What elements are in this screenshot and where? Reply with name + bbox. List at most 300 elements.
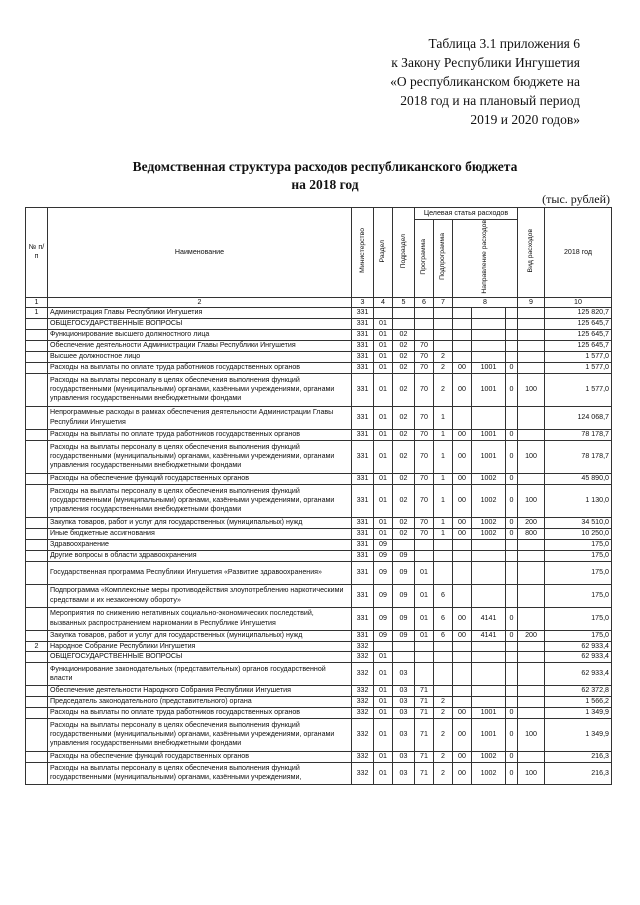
row-direction-code xyxy=(472,340,506,351)
row-direction-part xyxy=(453,340,472,351)
row-subsection: 03 xyxy=(393,707,415,718)
row-expense-type xyxy=(518,651,545,662)
row-section: 01 xyxy=(374,318,393,329)
row-name: Расходы на выплаты персоналу в целях обеспечения выполнения функций государственными (муниципальными) органами, казёнными учреждениями, органами управления государственными внебюджетными фондами xyxy=(48,484,352,517)
row-section: 09 xyxy=(374,584,393,607)
row-amount: 175,0 xyxy=(545,607,612,630)
row-direction-part xyxy=(453,696,472,707)
row-expense-type xyxy=(518,607,545,630)
row-direction-code xyxy=(472,550,506,561)
row-direction-part xyxy=(453,561,472,584)
row-direction-suffix: 0 xyxy=(506,762,518,784)
table-row xyxy=(26,718,612,751)
row-subprogram xyxy=(434,340,453,351)
row-name: Председатель законодательного (представительного) органа xyxy=(48,696,352,707)
row-direction-code: 1001 xyxy=(472,373,506,406)
row-name: Функционирование высшего должностного лица xyxy=(48,329,352,340)
row-amount: 125 645,7 xyxy=(545,329,612,340)
table-row xyxy=(26,685,612,696)
row-subsection: 02 xyxy=(393,329,415,340)
row-number xyxy=(26,696,48,707)
row-section: 01 xyxy=(374,329,393,340)
row-program: 71 xyxy=(415,685,434,696)
row-amount: 62 933,4 xyxy=(545,662,612,685)
heading-line-1: Таблица 3.1 приложения 6 xyxy=(428,36,580,51)
row-subprogram: 6 xyxy=(434,584,453,607)
row-subprogram xyxy=(434,641,453,651)
row-expense-type xyxy=(518,550,545,561)
row-name: Закупка товаров, работ и услуг для государственных (муниципальных) нужд xyxy=(48,517,352,528)
table-row xyxy=(26,406,612,429)
row-program xyxy=(415,641,434,651)
row-direction-code: 4141 xyxy=(472,630,506,641)
row-name: Народное Собрание Республики Ингушетия xyxy=(48,641,352,651)
table-row xyxy=(26,630,612,641)
row-number xyxy=(26,751,48,762)
table-row xyxy=(26,662,612,685)
row-name: Мероприятия по снижению негативных социально-экономических последствий, вызванных распространением наркомании в Республике Ингушетия xyxy=(48,607,352,630)
header-direction: Направление расходов xyxy=(453,220,518,298)
header-ministry: Министерство xyxy=(352,208,374,298)
row-subsection: 09 xyxy=(393,550,415,561)
row-program xyxy=(415,539,434,550)
row-ministry: 331 xyxy=(352,340,374,351)
row-number xyxy=(26,329,48,340)
row-program xyxy=(415,651,434,662)
row-direction-part xyxy=(453,662,472,685)
row-direction-part xyxy=(453,550,472,561)
header-expense-type: Вид расходов xyxy=(518,208,545,298)
row-section: 01 xyxy=(374,440,393,473)
row-direction-part xyxy=(453,318,472,329)
row-subprogram xyxy=(434,651,453,662)
row-program xyxy=(415,329,434,340)
row-section: 01 xyxy=(374,406,393,429)
row-subprogram: 2 xyxy=(434,718,453,751)
row-direction-suffix: 0 xyxy=(506,718,518,751)
column-number: 9 xyxy=(518,297,545,307)
row-direction-code xyxy=(472,651,506,662)
table-row xyxy=(26,528,612,539)
row-ministry: 332 xyxy=(352,696,374,707)
row-direction-suffix: 0 xyxy=(506,373,518,406)
table-row xyxy=(26,429,612,440)
heading-line-3: «О республиканском бюджете на xyxy=(390,74,580,89)
row-name: Обеспечение деятельности Народного Собрания Республики Ингушетия xyxy=(48,685,352,696)
row-program: 70 xyxy=(415,473,434,484)
row-subprogram: 2 xyxy=(434,351,453,362)
row-program: 70 xyxy=(415,440,434,473)
row-name: Расходы на выплаты персоналу в целях обеспечения выполнения функций государственными (муниципальными) органами, казёнными учреждениями, органами управления государственными внебюджетными фондами xyxy=(48,440,352,473)
table-row xyxy=(26,561,612,584)
row-name: Расходы на обеспечение функций государственных органов xyxy=(48,751,352,762)
row-expense-type: 200 xyxy=(518,630,545,641)
row-subprogram: 1 xyxy=(434,440,453,473)
row-section: 01 xyxy=(374,362,393,373)
row-program xyxy=(415,318,434,329)
row-section: 01 xyxy=(374,484,393,517)
column-number: 7 xyxy=(434,297,453,307)
row-direction-suffix xyxy=(506,584,518,607)
row-program: 70 xyxy=(415,484,434,517)
row-direction-code: 1001 xyxy=(472,362,506,373)
row-program: 70 xyxy=(415,528,434,539)
row-subprogram xyxy=(434,550,453,561)
row-direction-suffix xyxy=(506,329,518,340)
row-section: 09 xyxy=(374,550,393,561)
row-direction-code xyxy=(472,696,506,707)
row-amount: 1 130,0 xyxy=(545,484,612,517)
heading-line-4: 2018 год и на плановый период xyxy=(400,93,580,108)
row-subprogram: 1 xyxy=(434,484,453,517)
row-direction-code: 1002 xyxy=(472,484,506,517)
row-amount: 175,0 xyxy=(545,550,612,561)
row-subsection: 03 xyxy=(393,751,415,762)
row-direction-code: 1002 xyxy=(472,762,506,784)
row-ministry: 331 xyxy=(352,484,374,517)
row-amount: 175,0 xyxy=(545,630,612,641)
row-expense-type xyxy=(518,406,545,429)
row-subsection: 03 xyxy=(393,762,415,784)
row-number xyxy=(26,473,48,484)
row-subsection: 02 xyxy=(393,406,415,429)
expenditure-table xyxy=(25,207,612,785)
document-title xyxy=(80,158,570,194)
row-amount: 1 349,9 xyxy=(545,707,612,718)
row-subprogram xyxy=(434,329,453,340)
row-direction-part: 00 xyxy=(453,473,472,484)
row-amount: 1 577,0 xyxy=(545,351,612,362)
row-ministry: 331 xyxy=(352,351,374,362)
row-program: 70 xyxy=(415,429,434,440)
row-direction-part xyxy=(453,351,472,362)
row-ministry: 331 xyxy=(352,329,374,340)
row-direction-code: 1001 xyxy=(472,429,506,440)
row-section: 01 xyxy=(374,429,393,440)
row-number xyxy=(26,406,48,429)
table-row xyxy=(26,751,612,762)
row-subsection: 09 xyxy=(393,584,415,607)
row-subprogram: 2 xyxy=(434,751,453,762)
row-expense-type xyxy=(518,685,545,696)
row-subprogram: 2 xyxy=(434,707,453,718)
row-expense-type: 100 xyxy=(518,718,545,751)
column-number: 6 xyxy=(415,297,434,307)
heading-line-2: к Закону Республики Ингушетия xyxy=(391,55,580,70)
column-number: 2 xyxy=(48,297,352,307)
row-program xyxy=(415,662,434,685)
row-subprogram: 6 xyxy=(434,630,453,641)
row-number xyxy=(26,662,48,685)
row-section: 01 xyxy=(374,696,393,707)
row-section: 01 xyxy=(374,685,393,696)
row-name: Государственная программа Республики Ингушетия «Развитие здравоохранения» xyxy=(48,561,352,584)
row-expense-type xyxy=(518,696,545,707)
row-number xyxy=(26,429,48,440)
row-program: 70 xyxy=(415,351,434,362)
header-subsection: Подраздел xyxy=(393,208,415,298)
row-program xyxy=(415,308,434,318)
row-name: Непрограммные расходы в рамках обеспечения деятельности Администрации Главы Республики Ингушетия xyxy=(48,406,352,429)
row-direction-suffix: 0 xyxy=(506,707,518,718)
row-direction-code xyxy=(472,308,506,318)
table-row xyxy=(26,308,612,318)
row-expense-type: 200 xyxy=(518,517,545,528)
row-amount: 175,0 xyxy=(545,584,612,607)
row-direction-code xyxy=(472,351,506,362)
row-direction-suffix: 0 xyxy=(506,484,518,517)
row-amount: 175,0 xyxy=(545,561,612,584)
row-section: 01 xyxy=(374,751,393,762)
row-expense-type xyxy=(518,340,545,351)
row-expense-type: 100 xyxy=(518,484,545,517)
row-direction-part xyxy=(453,539,472,550)
row-number xyxy=(26,484,48,517)
row-section: 01 xyxy=(374,340,393,351)
row-subsection: 02 xyxy=(393,484,415,517)
row-number xyxy=(26,707,48,718)
row-ministry: 331 xyxy=(352,607,374,630)
row-direction-code: 1002 xyxy=(472,517,506,528)
row-ministry: 332 xyxy=(352,751,374,762)
row-number xyxy=(26,550,48,561)
table-row xyxy=(26,707,612,718)
row-direction-part: 00 xyxy=(453,528,472,539)
row-subsection: 02 xyxy=(393,373,415,406)
document-title-line-2: на 2018 год xyxy=(291,177,359,192)
row-direction-part: 00 xyxy=(453,429,472,440)
row-name: Обеспечение деятельности Администрации Главы Республики Ингушетия xyxy=(48,340,352,351)
row-direction-suffix xyxy=(506,351,518,362)
row-name: Высшее должностное лицо xyxy=(48,351,352,362)
row-name: Иные бюджетные ассигнования xyxy=(48,528,352,539)
row-number: 1 xyxy=(26,308,48,318)
row-program: 71 xyxy=(415,696,434,707)
row-program: 70 xyxy=(415,362,434,373)
row-section: 01 xyxy=(374,373,393,406)
row-expense-type xyxy=(518,473,545,484)
table-row xyxy=(26,517,612,528)
row-direction-suffix: 0 xyxy=(506,630,518,641)
row-direction-code xyxy=(472,318,506,329)
row-subsection: 02 xyxy=(393,429,415,440)
row-number: 2 xyxy=(26,641,48,651)
row-ministry: 332 xyxy=(352,707,374,718)
row-expense-type: 100 xyxy=(518,440,545,473)
row-expense-type xyxy=(518,362,545,373)
units-label: (тыс. рублей) xyxy=(542,192,610,206)
row-amount: 1 349,9 xyxy=(545,718,612,751)
row-ministry: 331 xyxy=(352,429,374,440)
row-direction-suffix xyxy=(506,550,518,561)
row-amount: 62 933,4 xyxy=(545,641,612,651)
row-number xyxy=(26,630,48,641)
row-section: 01 xyxy=(374,762,393,784)
row-number xyxy=(26,607,48,630)
row-subsection: 09 xyxy=(393,561,415,584)
row-direction-part xyxy=(453,641,472,651)
row-expense-type xyxy=(518,662,545,685)
row-direction-code: 1002 xyxy=(472,751,506,762)
row-ministry: 331 xyxy=(352,561,374,584)
row-ministry: 331 xyxy=(352,550,374,561)
row-section: 09 xyxy=(374,607,393,630)
row-expense-type xyxy=(518,707,545,718)
row-expense-type: 100 xyxy=(518,762,545,784)
row-ministry: 331 xyxy=(352,308,374,318)
row-number xyxy=(26,718,48,751)
row-ministry: 331 xyxy=(352,528,374,539)
table-row xyxy=(26,340,612,351)
row-name: Расходы на выплаты по оплате труда работников государственных органов xyxy=(48,429,352,440)
table-row xyxy=(26,641,612,651)
row-section: 01 xyxy=(374,528,393,539)
row-section: 01 xyxy=(374,707,393,718)
table-row xyxy=(26,440,612,473)
row-direction-part: 00 xyxy=(453,440,472,473)
row-ministry: 331 xyxy=(352,440,374,473)
row-amount: 125 820,7 xyxy=(545,308,612,318)
row-direction-suffix xyxy=(506,696,518,707)
row-ministry: 331 xyxy=(352,584,374,607)
table-row xyxy=(26,607,612,630)
table-row xyxy=(26,362,612,373)
row-direction-code: 1002 xyxy=(472,473,506,484)
row-name: Расходы на выплаты персоналу в целях обеспечения выполнения функций государственными (муниципальными) органами, казёнными учреждениями, органами управления государственными внебюджетными фондами xyxy=(48,718,352,751)
row-name: Расходы на выплаты по оплате труда работников государственных органов xyxy=(48,362,352,373)
row-direction-part: 00 xyxy=(453,362,472,373)
row-name: Здравоохранение xyxy=(48,539,352,550)
row-amount: 175,0 xyxy=(545,539,612,550)
row-amount: 10 250,0 xyxy=(545,528,612,539)
row-subsection: 03 xyxy=(393,662,415,685)
row-subprogram: 1 xyxy=(434,517,453,528)
row-name: Администрация Главы Республики Ингушетия xyxy=(48,308,352,318)
row-direction-code: 1001 xyxy=(472,707,506,718)
row-direction-suffix xyxy=(506,641,518,651)
row-expense-type xyxy=(518,429,545,440)
row-direction-part xyxy=(453,308,472,318)
row-section: 01 xyxy=(374,662,393,685)
header-subprogram: Подпрограмма xyxy=(434,220,453,298)
row-number xyxy=(26,517,48,528)
row-ministry: 332 xyxy=(352,685,374,696)
row-amount: 34 510,0 xyxy=(545,517,612,528)
heading-line-5: 2019 и 2020 годов» xyxy=(470,112,580,127)
row-expense-type xyxy=(518,641,545,651)
row-subprogram xyxy=(434,318,453,329)
row-program: 01 xyxy=(415,584,434,607)
table-row xyxy=(26,539,612,550)
row-ministry: 331 xyxy=(352,362,374,373)
row-number xyxy=(26,362,48,373)
row-subprogram xyxy=(434,685,453,696)
row-subsection xyxy=(393,651,415,662)
row-direction-suffix xyxy=(506,662,518,685)
row-amount: 216,3 xyxy=(545,762,612,784)
row-subprogram xyxy=(434,561,453,584)
table-row xyxy=(26,584,612,607)
row-subsection xyxy=(393,539,415,550)
row-number xyxy=(26,539,48,550)
row-subprogram: 1 xyxy=(434,429,453,440)
header-target-group: Целевая статья расходов xyxy=(415,208,518,220)
row-number xyxy=(26,318,48,329)
row-expense-type xyxy=(518,329,545,340)
row-name: Закупка товаров, работ и услуг для государственных (муниципальных) нужд xyxy=(48,630,352,641)
column-number: 8 xyxy=(453,297,518,307)
row-direction-part: 00 xyxy=(453,484,472,517)
row-program: 70 xyxy=(415,340,434,351)
row-direction-suffix: 0 xyxy=(506,473,518,484)
row-name: ОБЩЕГОСУДАРСТВЕННЫЕ ВОПРОСЫ xyxy=(48,318,352,329)
row-ministry: 332 xyxy=(352,662,374,685)
row-direction-suffix xyxy=(506,340,518,351)
row-amount: 216,3 xyxy=(545,751,612,762)
table-row xyxy=(26,473,612,484)
row-direction-part: 00 xyxy=(453,762,472,784)
table-row xyxy=(26,373,612,406)
table-row xyxy=(26,651,612,662)
row-direction-code xyxy=(472,584,506,607)
row-program: 71 xyxy=(415,718,434,751)
row-direction-code: 1002 xyxy=(472,528,506,539)
row-subsection: 02 xyxy=(393,340,415,351)
row-subsection: 02 xyxy=(393,517,415,528)
row-expense-type: 100 xyxy=(518,373,545,406)
appendix-heading xyxy=(330,34,580,129)
row-ministry: 331 xyxy=(352,318,374,329)
row-direction-code xyxy=(472,561,506,584)
row-ministry: 331 xyxy=(352,473,374,484)
row-name: Расходы на обеспечение функций государственных органов xyxy=(48,473,352,484)
row-subprogram: 1 xyxy=(434,528,453,539)
header-section: Раздел xyxy=(374,208,393,298)
row-direction-suffix xyxy=(506,539,518,550)
row-section: 09 xyxy=(374,561,393,584)
row-direction-suffix: 0 xyxy=(506,751,518,762)
row-direction-suffix xyxy=(506,685,518,696)
row-amount: 125 645,7 xyxy=(545,340,612,351)
row-amount: 1 577,0 xyxy=(545,362,612,373)
row-name: Подпрограмма «Комплексные меры противодействия злоупотреблению наркотическими средствами и их незаконному обороту» xyxy=(48,584,352,607)
row-subsection xyxy=(393,318,415,329)
row-amount: 125 645,7 xyxy=(545,318,612,329)
row-program: 01 xyxy=(415,561,434,584)
header-year: 2018 год xyxy=(545,208,612,298)
row-direction-suffix: 0 xyxy=(506,528,518,539)
row-ministry: 331 xyxy=(352,406,374,429)
header-num: № п/п xyxy=(26,208,48,298)
row-subprogram xyxy=(434,539,453,550)
row-section: 01 xyxy=(374,651,393,662)
row-number xyxy=(26,440,48,473)
row-subprogram: 1 xyxy=(434,406,453,429)
row-program: 71 xyxy=(415,762,434,784)
row-direction-suffix xyxy=(506,318,518,329)
row-expense-type xyxy=(518,751,545,762)
table-row xyxy=(26,351,612,362)
row-amount: 1 577,0 xyxy=(545,373,612,406)
row-ministry: 331 xyxy=(352,373,374,406)
row-direction-suffix xyxy=(506,561,518,584)
row-ministry: 331 xyxy=(352,517,374,528)
row-direction-part: 00 xyxy=(453,607,472,630)
row-subsection: 02 xyxy=(393,351,415,362)
row-section: 01 xyxy=(374,473,393,484)
row-direction-code xyxy=(472,662,506,685)
row-subsection: 09 xyxy=(393,607,415,630)
